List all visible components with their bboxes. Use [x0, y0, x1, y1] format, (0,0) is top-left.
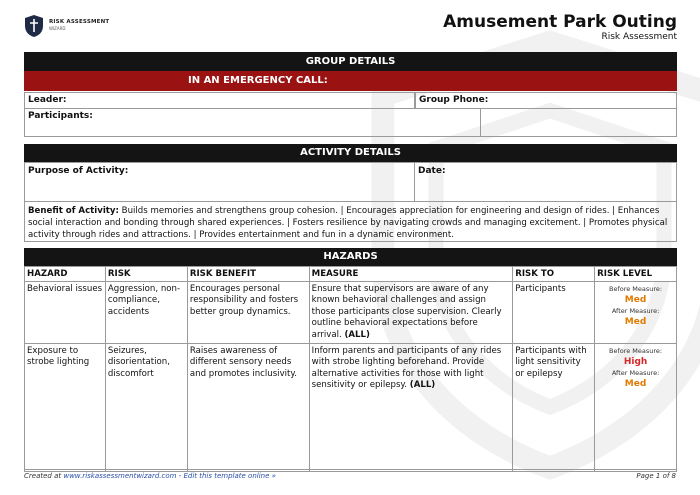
- table-row: [25, 344, 677, 472]
- leader-label: Leader:: [28, 95, 67, 105]
- footer-credit: [24, 472, 276, 480]
- emergency-call-bar: IN AN EMERGENCY CALL:: [24, 71, 677, 91]
- after-measure-label: After Measure:: [611, 307, 660, 315]
- participants-extra-field[interactable]: [480, 108, 677, 137]
- logo-sub: WIZARD: [49, 26, 66, 31]
- risk-cell: Seizures, disorientation, discomfort: [105, 344, 187, 472]
- benefit-text: Builds memories and strengthens group cohesion. | Encourages appreciation for engineering and design of rides. | Enhances social interaction and bonding through shared experiences. | Fosters resilience by navigating crowds and managing excitement. | Promotes physical activity through rides and attractions. | Provides entertainment and fun in a dynamic environment.: [28, 206, 668, 240]
- hazard-cell: Behavioral issues: [25, 282, 106, 344]
- benefit-label: Benefit of Activity:: [28, 206, 119, 216]
- col-hazard: HAZARD: [25, 267, 106, 282]
- after-measure-label: After Measure:: [611, 369, 660, 378]
- page-title: Amusement Park Outing: [443, 12, 677, 32]
- group-details-heading: GROUP DETAILS: [24, 52, 677, 71]
- leader-field[interactable]: [24, 92, 415, 109]
- hazard-cell: Exposure to strobe lighting: [25, 344, 106, 472]
- risk-to-cell: Participants with light sensitivity or epilepsy: [513, 344, 595, 472]
- benefit-cell: Encourages personal responsibility and fosters better group dynamics.: [187, 282, 309, 344]
- benefit-cell: Raises awareness of different sensory needs and promotes inclusivity.: [187, 344, 309, 472]
- date-label: Date:: [418, 166, 446, 176]
- hazards-header-row: [25, 267, 677, 282]
- measure-text: Ensure that supervisors are aware of any known behavioral challenges and assign those participants close supervision. Clearly outline behavioral expectations before arrival.: [311, 284, 502, 340]
- participants-field[interactable]: [24, 108, 481, 137]
- footer-edit-link[interactable]: - Edit this template online »: [178, 472, 276, 480]
- logo: [24, 14, 109, 38]
- col-risk: RISK: [105, 267, 187, 282]
- footer-divider: [24, 469, 677, 470]
- participants-label: Participants:: [28, 111, 93, 121]
- purpose-field[interactable]: [24, 162, 415, 202]
- risk-level-cell: [595, 344, 677, 472]
- before-level: Med: [624, 295, 647, 305]
- risk-cell: Aggression, non-compliance, accidents: [105, 282, 187, 344]
- group-phone-label: Group Phone:: [419, 95, 489, 105]
- hazards-heading: HAZARDS: [24, 248, 677, 266]
- page-subtitle: Risk Assessment: [601, 32, 677, 42]
- shield-logo-icon: [24, 14, 44, 38]
- before-level: High: [623, 357, 648, 368]
- col-risk-level: RISK LEVEL: [595, 267, 677, 282]
- before-measure-label: Before Measure:: [608, 347, 663, 356]
- activity-details-heading: ACTIVITY DETAILS: [24, 144, 677, 162]
- measure-tag: (ALL): [344, 329, 370, 340]
- measure-tag: (ALL): [409, 380, 436, 391]
- purpose-label: Purpose of Activity:: [28, 166, 129, 176]
- measure-cell: [309, 344, 513, 472]
- benefit-field: [24, 201, 677, 242]
- hazards-table: [24, 266, 677, 472]
- page-header: [24, 12, 677, 46]
- risk-to-cell: Participants: [513, 282, 595, 344]
- group-phone-field[interactable]: [415, 92, 677, 109]
- col-measure: MEASURE: [309, 267, 513, 282]
- date-field[interactable]: [414, 162, 677, 202]
- col-risk-to: RISK TO: [513, 267, 595, 282]
- col-risk-benefit: RISK BENEFIT: [187, 267, 309, 282]
- measure-text: Inform parents and participants of any rides with strobe lighting beforehand. Provide alternative activities for those with light sensitivity or epilepsy.: [311, 346, 502, 391]
- page-number: Page 1 of 8: [636, 472, 676, 480]
- measure-cell: [309, 282, 513, 344]
- before-measure-label: Before Measure:: [608, 285, 663, 293]
- footer-created-at: Created at: [24, 472, 62, 480]
- footer-site-link[interactable]: www.riskassessmentwizard.com: [63, 472, 177, 480]
- risk-level-cell: [595, 282, 677, 344]
- after-level: Med: [624, 379, 647, 390]
- after-level: Med: [624, 317, 647, 327]
- table-row: [25, 282, 677, 344]
- logo-name: RISK ASSESSMENT: [49, 19, 110, 25]
